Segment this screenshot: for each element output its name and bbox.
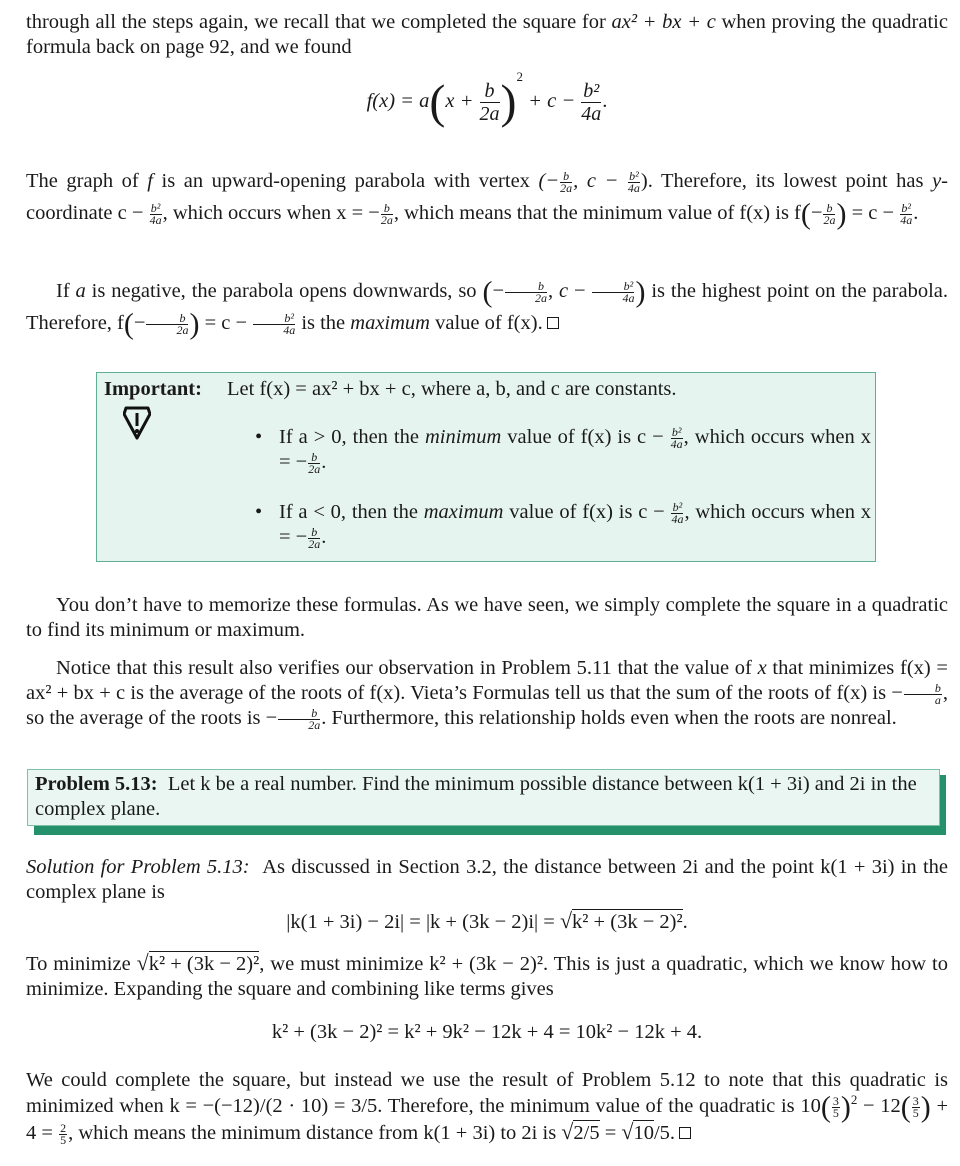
numerator: b² xyxy=(671,424,682,439)
denominator: 2a xyxy=(380,212,393,227)
fraction xyxy=(380,200,393,227)
bullet-item-min xyxy=(255,425,871,475)
math: ) xyxy=(640,170,648,192)
emphasis: minimum xyxy=(424,426,502,448)
paragraph-conclusion xyxy=(26,1067,948,1146)
numerator: b xyxy=(480,80,500,103)
paragraph-minimize xyxy=(26,950,948,1002)
numerator: b xyxy=(278,708,320,720)
fraction-b-over-2a xyxy=(480,80,500,125)
important-label: Important: xyxy=(104,378,202,400)
text: To minimize xyxy=(26,953,137,975)
numerator: 3 xyxy=(832,1093,839,1108)
square-root: √k² + (3k − 2)² xyxy=(136,950,260,975)
exponent: 2 xyxy=(516,69,524,85)
denominator: 4a xyxy=(670,436,683,451)
text: -coordinate c − xyxy=(26,170,948,224)
text: is an upward-opening parabola with vertex xyxy=(153,170,539,192)
text: = c − xyxy=(846,202,900,224)
denominator: 5 xyxy=(60,1132,67,1147)
fraction xyxy=(592,278,635,305)
numerator: b xyxy=(308,527,320,539)
right-paren: ) xyxy=(189,307,200,341)
math: 10 xyxy=(800,1095,821,1117)
text: is negative, the parabola opens downwards, so xyxy=(85,280,483,302)
fraction xyxy=(627,168,640,195)
qed-square-icon xyxy=(547,317,559,329)
text: As discussed in Section 3.2, the distance between 2i and the point k(1 + 3i) in the complex plane is xyxy=(26,856,948,903)
right-paren: ) xyxy=(840,1090,851,1124)
text: = c − xyxy=(199,312,253,334)
paragraph-vieta xyxy=(26,656,948,731)
text: . Therefore, its lowest point has xyxy=(647,170,933,192)
text: . Furthermore, this relationship holds even when the roots are nonreal. xyxy=(321,707,897,729)
text: when proving the quadratic formula back on page 92, and we found xyxy=(26,11,948,58)
denominator: 5 xyxy=(912,1105,919,1120)
text: is the highest point on the parabola. Therefore, f xyxy=(26,280,948,334)
text: value of f(x). xyxy=(430,312,543,334)
denominator: 5 xyxy=(832,1105,839,1120)
left-paren: ( xyxy=(800,197,811,231)
text: If a < 0, then the xyxy=(279,501,424,523)
qed-square-icon xyxy=(679,1127,691,1139)
fraction xyxy=(308,449,321,476)
square-root: √k² + (3k − 2)² xyxy=(559,908,683,933)
denominator: 2a xyxy=(308,536,321,551)
fraction-b2-over-4a xyxy=(581,80,601,125)
square-root: √2/5 xyxy=(561,1119,600,1144)
math-var: a xyxy=(75,280,86,302)
denominator: 4a xyxy=(671,511,684,526)
denominator: 4a xyxy=(149,212,162,227)
text: . xyxy=(321,526,327,548)
text: If a > 0, then the xyxy=(279,426,425,448)
radicand: 10 xyxy=(633,1122,654,1144)
text: , which occurs when x = − xyxy=(279,426,871,473)
text: . xyxy=(321,451,327,473)
numerator: b² xyxy=(150,200,161,215)
emphasis: maximum xyxy=(350,312,430,334)
math-term: + c − xyxy=(523,90,581,113)
left-paren: ( xyxy=(123,307,134,341)
left-paren: ( xyxy=(900,1090,911,1124)
numerator: b xyxy=(505,281,547,293)
emphasis: maximum xyxy=(423,501,504,523)
fraction xyxy=(560,168,573,195)
fraction xyxy=(823,200,836,227)
important-bullet-list xyxy=(255,425,871,575)
math: , c − xyxy=(573,170,627,192)
problem-label: Problem 5.13: xyxy=(35,773,158,795)
denominator: 2a xyxy=(479,103,500,125)
left-paren: ( xyxy=(482,275,493,309)
text: , which occurs when x = − xyxy=(279,501,871,548)
numerator: 2 xyxy=(60,1120,67,1135)
paragraph-vertex: The graph of f is an upward-opening parabola with vertex (− $\frac{b}{2a}$ , c − $\frac{\text{b²}}{4a}$ ). Therefore, its lowest point has y-coordinate c − $\frac{\text{b²}}{4a}$ , which occurs when x = − $\frac{b}{2a}$ , which means that the minimum value of f(x) is f(− $\frac{b}{2a}$ ) = c − $\frac{\text{b²}}{4a}$ . xyxy=(26,168,948,231)
text: , which means that the minimum value of f(x) is f xyxy=(393,202,801,224)
denominator: 2a xyxy=(535,290,547,305)
math-var: x xyxy=(757,657,767,679)
denominator: 4a xyxy=(581,103,602,125)
paragraph-negative-a: If a is negative, the parabola opens downwards, so (− $\frac{b}{2a}$ , c − $\frac{\text{b²}}{4a}$ ) is the highest point on the parabola. Therefore, f(− $\frac{b}{2a}$ ) = c − $\frac{\text{b²}}{4a}$ is the maximum value of f(x). xyxy=(26,275,948,341)
fraction xyxy=(146,310,189,337)
denominator: 4a xyxy=(622,290,635,305)
fraction xyxy=(671,499,684,526)
denominator: 2a xyxy=(176,322,189,337)
math-var: y xyxy=(932,170,942,192)
important-lead-text: Let f(x) = ax² + bx + c, where a, b, and c are constants. xyxy=(227,378,677,400)
text: that minimizes f(x) = ax² + bx + c is the average of the roots of f(x). Vieta’s Formulas tell us that the sum of the roots of f(x) is − xyxy=(26,657,948,704)
numerator: b² xyxy=(583,80,600,102)
fraction xyxy=(900,200,913,227)
math: = xyxy=(599,1122,622,1144)
paragraph-no-memorize: You don’t have to memorize these formulas. As we have seen, we simply complete the square in a quadratic to find its minimum or maximum. xyxy=(26,594,948,641)
math: (− xyxy=(538,170,560,192)
numerator: b² xyxy=(253,313,295,325)
right-paren: ) xyxy=(500,75,517,129)
math: /5. xyxy=(653,1122,676,1144)
numerator: b xyxy=(823,203,835,215)
fraction xyxy=(308,524,321,551)
fraction xyxy=(912,1093,920,1120)
left-paren: ( xyxy=(820,1090,831,1124)
text: Notice that this result also verifies our observation in Problem 5.11 that the value of xyxy=(56,657,758,679)
fraction xyxy=(505,278,547,305)
numerator: b xyxy=(904,683,942,695)
denominator: 2a xyxy=(823,212,836,227)
math-var: f xyxy=(147,170,153,192)
fraction xyxy=(670,424,683,451)
fraction xyxy=(253,310,296,337)
numerator: b xyxy=(560,171,572,183)
warning-icon xyxy=(123,405,151,441)
text: , we must minimize k² + (3k − 2)². This is just a quadratic, which we know how to minimize. Expanding the square and combining like terms gives xyxy=(26,953,948,1000)
numerator: b² xyxy=(629,168,639,183)
text: value of f(x) is c − xyxy=(501,426,670,448)
numerator: b² xyxy=(592,281,634,293)
left-paren: ( xyxy=(429,75,446,129)
math: + 4 = xyxy=(26,1095,949,1144)
text: , which occurs when x = − xyxy=(162,202,380,224)
text: The graph of xyxy=(26,170,148,192)
problem-box xyxy=(27,769,940,826)
math-expression: ax² + bx + c xyxy=(611,11,716,33)
square-root: √10 xyxy=(621,1119,654,1144)
numerator: b xyxy=(381,203,393,215)
denominator: 2a xyxy=(308,461,321,476)
denominator: 4a xyxy=(627,180,640,195)
fraction xyxy=(149,200,162,227)
numerator: b² xyxy=(672,499,683,514)
text: If xyxy=(56,280,76,302)
fraction xyxy=(278,705,321,732)
radicand: 2/5 xyxy=(573,1122,600,1144)
numerator: b² xyxy=(901,200,911,215)
radicand: k² + (3k − 2)² xyxy=(572,911,683,933)
math-lhs: f(x) = a xyxy=(366,90,430,113)
solution-label: Solution for Problem 5.13: xyxy=(26,856,250,878)
display-equation-vertex-form xyxy=(26,69,948,129)
important-callout-box xyxy=(96,372,876,562)
math-term: x + xyxy=(445,90,479,113)
period: . xyxy=(682,911,688,933)
right-paren: ) xyxy=(920,1090,931,1124)
numerator: 3 xyxy=(912,1093,919,1108)
exponent: 2 xyxy=(850,1092,858,1108)
text: through all the steps again, we recall that we completed the square for xyxy=(26,11,612,33)
paragraph-intro xyxy=(26,10,948,60)
fraction xyxy=(832,1093,840,1120)
denominator: 2a xyxy=(308,717,321,732)
problem-text: Let k be a real number. Find the minimum possible distance between k(1 + 3i) and 2i in the complex plane. xyxy=(35,773,917,820)
denominator: 4a xyxy=(283,322,296,337)
math: |k(1 + 3i) − 2i| = |k + (3k − 2)i| = xyxy=(286,911,560,933)
display-equation-expanded: k² + (3k − 2)² = k² + 9k² − 12k + 4 = 10k² − 12k + 4. xyxy=(271,1021,703,1043)
right-paren: ) xyxy=(635,275,646,309)
denominator: 2a xyxy=(560,180,573,195)
period: . xyxy=(602,90,608,113)
numerator: b xyxy=(146,313,188,325)
text: is the xyxy=(296,312,351,334)
text: We could complete the square, but instead we use the result of Problem 5.12 to note that this quadratic is minimized when k = −(−12)/(2 · 10) = 3/5. Therefore, the minimum value of the quadratic is xyxy=(26,1069,948,1117)
denominator: a xyxy=(934,692,941,707)
text: value of f(x) is c − xyxy=(503,501,671,523)
display-equation-distance xyxy=(26,908,948,935)
numerator: b xyxy=(308,452,320,464)
text: , which means the minimum distance from k(1 + 3i) to 2i is xyxy=(68,1122,562,1144)
bullet-item-max xyxy=(255,500,871,550)
text: . xyxy=(913,202,919,224)
math: − 12 xyxy=(857,1095,901,1117)
fraction xyxy=(59,1120,67,1147)
solution-intro xyxy=(26,855,948,905)
text: , so the average of the roots is − xyxy=(26,682,948,729)
radicand: k² + (3k − 2)² xyxy=(148,953,260,975)
right-paren: ) xyxy=(836,197,847,231)
fraction xyxy=(904,680,942,707)
denominator: 4a xyxy=(900,212,913,227)
